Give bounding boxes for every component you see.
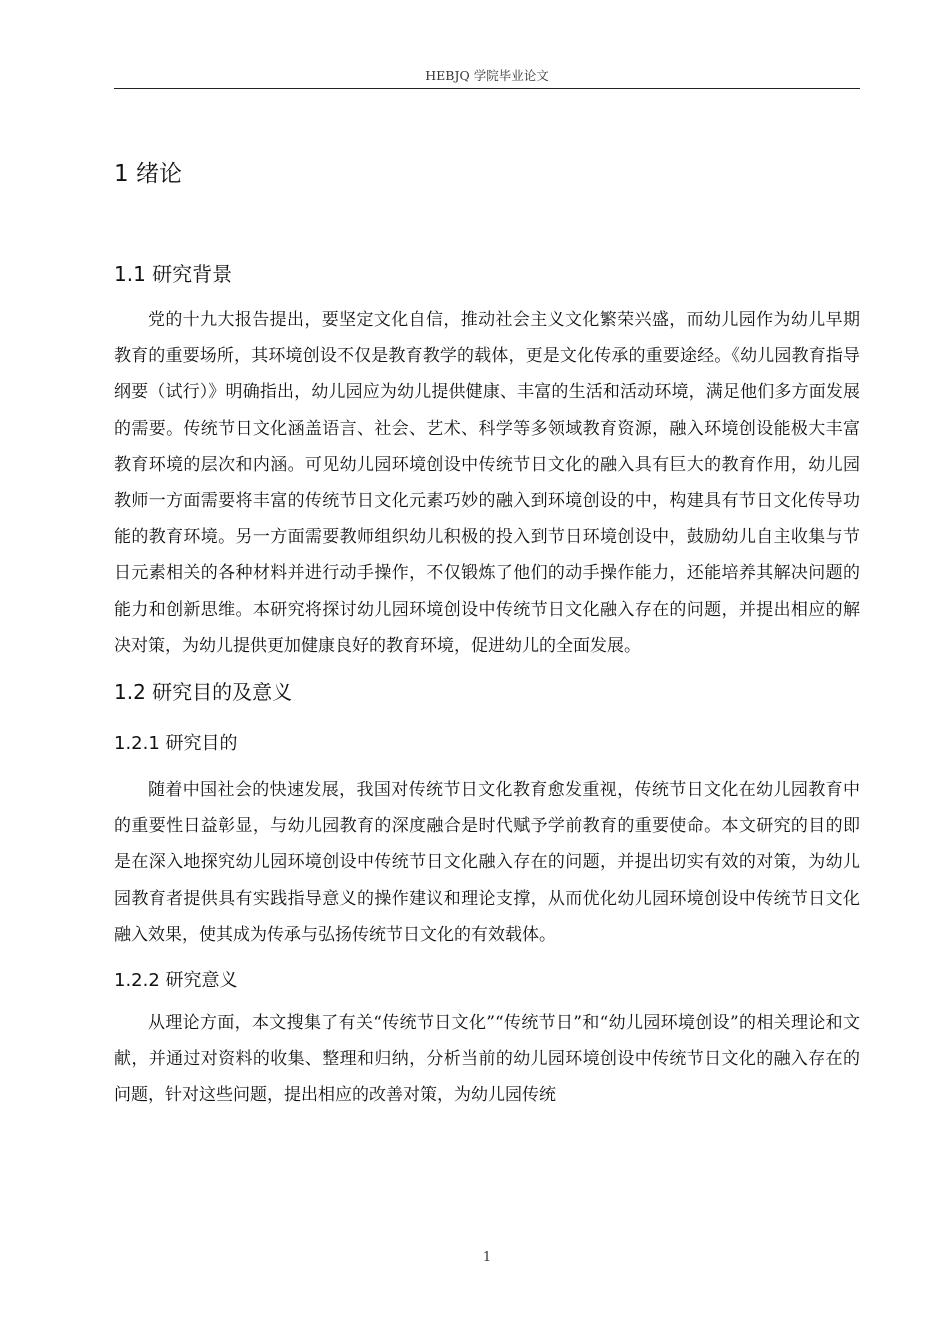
spacer [114,997,860,1005]
section-title-1-1: 1.1 研究背景 [114,262,233,286]
spacer [114,664,860,674]
spacer [114,760,860,772]
spacer [114,710,860,728]
paragraph-background: 党的十九大报告提出，要坚定文化自信，推动社会主义文化繁荣兴盛，而幼儿园作为幼儿早期教育的重要场所，其环境创设不仅是教育教学的载体，更是文化传承的重要途经。《幼儿园教育指导纲要（试行）》明确指出，幼儿园应为幼儿提供健康、丰富的生活和活动环境，满足他们多方面发展的需要。传统节日文化涵盖语言、社会、艺术、科学等多领域教育资源，融入环境创设能极大丰富教育环境的层次和内涵。可见幼儿园环境创设中传统节日文化的融入具有巨大的教育作用，幼儿园教师一方面需要将丰富的传统节日文化元素巧妙的融入到环境创设的中，构建具有节日文化传导功能的教育环境。另一方面需要教师组织幼儿积极的投入到节日环境创设中，鼓励幼儿自主收集与节日元素相关的各种材料并进行动手操作，不仅锻炼了他们的动手操作能力，还能培养其解决问题的能力和创新思维。本研究将探讨幼儿园环境创设中传统节日文化融入存在的问题，并提出相应的解决对策，为幼儿提供更加健康良好的教育环境，促进幼儿的全面发展。 [114,310,860,656]
running-header: HEBJQ 学院毕业论文 [425,68,549,83]
page-number: 1 [482,1250,492,1265]
chapter-title: 1 绪论 [114,161,182,187]
spacer [114,292,860,302]
paragraph-significance: 从理论方面，本文搜集了有关“传统节日文化”“传统节日”和“幼儿园环境创设”的相关理论和文献，并通过对资料的收集、整理和归纳，分析当前的幼儿园环境创设中传统节日文化的融入存在的问题，针对这些问题，提出相应的改善对策，为幼儿园传统 [114,1013,860,1106]
header-rule [114,88,860,89]
subsection-title-1-2-2: 1.2.2 研究意义 [114,970,238,992]
paragraph-purpose: 随着中国社会的快速发展，我国对传统节日文化教育愈发重视，传统节日文化在幼儿园教育中的重要性日益彰显，与幼儿园教育的深度融合是时代赋予学前教育的重要使命。本文研究的目的即是在深入地探究幼儿园环境创设中传统节日文化融入存在的问题，并提出切实有效的对策，为幼儿园教育者提供具有实践指导意义的操作建议和理论支撑，从而优化幼儿园环境创设中传统节日文化融入效果，使其成为传承与弘扬传统节日文化的有效载体。 [114,780,860,945]
spacer [114,196,860,256]
page-body [114,152,860,1114]
subsection-title-1-2-1: 1.2.1 研究目的 [114,733,238,755]
spacer [114,953,860,965]
section-title-1-2: 1.2 研究目的及意义 [114,680,293,705]
